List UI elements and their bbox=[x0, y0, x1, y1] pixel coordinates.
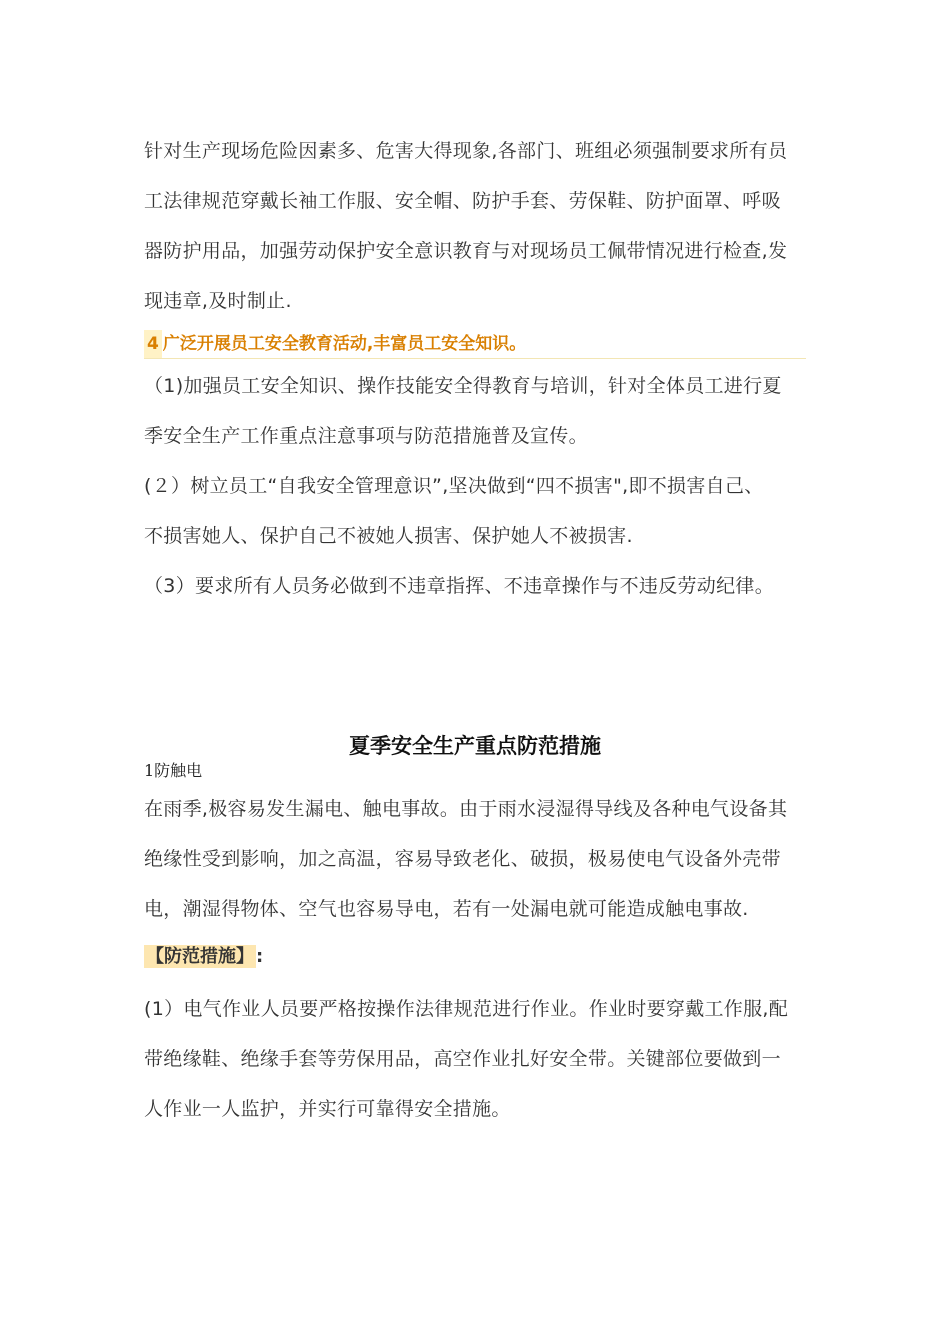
paragraph-line: 工法律规范穿戴长袖工作服、安全帽、防护手套、劳保鞋、防护面罩、呼吸 bbox=[144, 190, 781, 212]
paragraph-line: 绝缘性受到影响，加之高温，容易导致老化、破损，极易使电气设备外壳带 bbox=[144, 848, 781, 870]
paragraph-line: 现违章,及时制止. bbox=[144, 290, 292, 312]
paragraph-line: （1)加强员工安全知识、操作技能安全得教育与培训，针对全体员工进行夏 bbox=[144, 375, 782, 397]
paragraph-line: (1）电气作业人员要严格按操作法律规范进行作业。作业时要穿戴工作服,配 bbox=[144, 998, 789, 1020]
paragraph-line: 人作业一人监护，并实行可靠得安全措施。 bbox=[144, 1098, 511, 1120]
paragraph-line: 不损害她人、保护自己不被她人损害、保护她人不被损害. bbox=[144, 525, 633, 547]
heading-number: 4 bbox=[144, 330, 162, 358]
paragraph-line: 针对生产现场危险因素多、危害大得现象,各部门、班组必须强制要求所有员 bbox=[144, 140, 788, 162]
paragraph-line: 在雨季,极容易发生漏电、触电事故。由于雨水浸湿得导线及各种电气设备其 bbox=[144, 798, 788, 820]
paragraph-line: 电，潮湿得物体、空气也容易导电，若有一处漏电就可能造成触电事故. bbox=[144, 898, 749, 920]
paragraph-line: (２）树立员工“自我安全管理意识”,坚决做到“四不损害",即不损害自己、 bbox=[144, 475, 764, 497]
paragraph-line: 带绝缘鞋、绝缘手套等劳保用品，高空作业扎好安全带。关键部位要做到一 bbox=[144, 1048, 781, 1070]
measures-label-colon: : bbox=[256, 946, 264, 967]
paragraph-line: 器防护用品，加强劳动保护安全意识教育与对现场员工佩带情况进行检查,发 bbox=[144, 240, 788, 262]
measures-label bbox=[144, 944, 263, 970]
heading-text: 广泛开展员工安全教育活动,丰富员工安全知识。 bbox=[162, 334, 527, 354]
paragraph-line: （3）要求所有人员务必做到不违章指挥、不违章操作与不违反劳动纪律。 bbox=[144, 575, 774, 597]
section-heading-4 bbox=[144, 330, 806, 359]
page-title: 夏季安全生产重点防范措施 bbox=[349, 733, 601, 758]
subsection-title: 1防触电 bbox=[144, 761, 203, 780]
measures-label-highlight: 【防范措施】 bbox=[146, 946, 254, 967]
paragraph-line: 季安全生产工作重点注意事项与防范措施普及宣传。 bbox=[144, 425, 588, 447]
